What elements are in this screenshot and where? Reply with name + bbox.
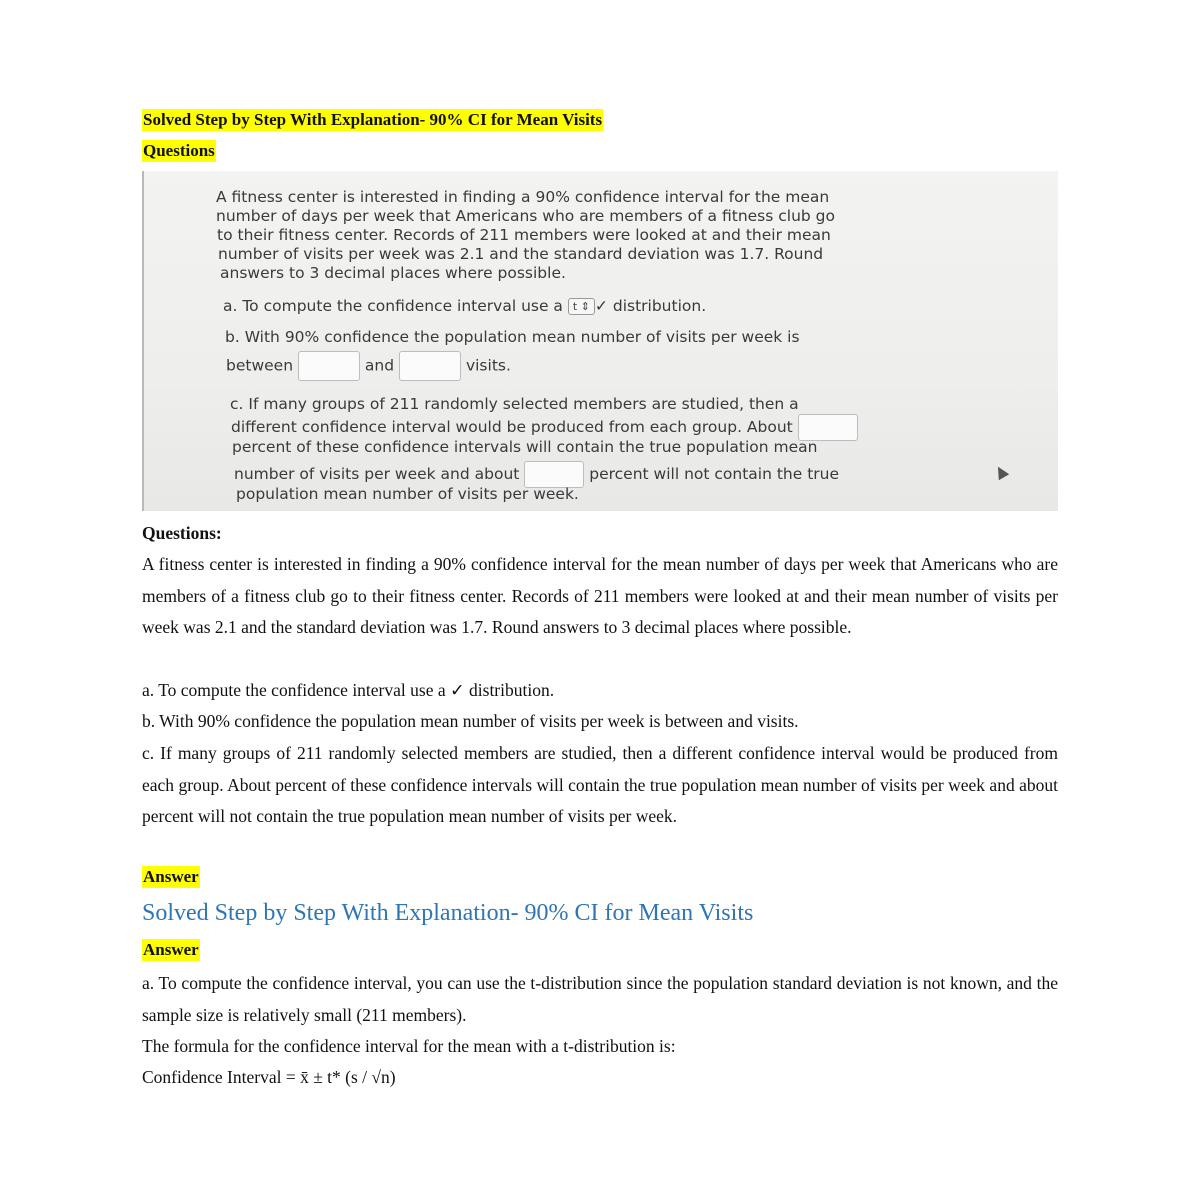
screenshot-intro-line-4: number of visits per week was 2.1 and the standard deviation was 1.7. Round <box>218 245 824 263</box>
answer-formula-intro: The formula for the confidence interval for the mean with a t-distribution is: <box>142 1036 676 1056</box>
screenshot-part-c-line-1: c. If many groups of 211 randomly selected members are studied, then a <box>230 395 799 413</box>
distribution-select-value: t <box>572 300 578 313</box>
questions-heading: Questions <box>143 141 215 160</box>
screenshot-intro-line-3: to their fitness center. Records of 211 members were looked at and their mean <box>217 226 831 244</box>
check-icon: ✓ <box>594 297 608 315</box>
upper-bound-input[interactable] <box>399 351 461 381</box>
screenshot-part-c-line-2 <box>231 414 858 441</box>
answer-heading: Answer <box>143 867 199 886</box>
questions-label: Questions: <box>142 523 222 543</box>
questions-intro: A fitness center is interested in finding a 90% confidence interval for the mean number of days per week that Americans who are members of a fitness club go to their fitness center. Records of 211 members were looked at and their mean number of visits per week was 2.1 and the standard deviation was 1.7. Round answers to 3 decimal places where possible. <box>142 554 1058 637</box>
answer-formula: Confidence Interval = x̄ ± t* (s / √n) <box>142 1067 396 1087</box>
screenshot-part-a <box>223 297 706 316</box>
part-c-line-4b: percent will not contain the true <box>589 465 840 483</box>
part-c-line-2-text: different confidence interval would be produced from each group. About <box>231 418 793 436</box>
questions-part-a: a. To compute the confidence interval use a ✓ distribution. <box>142 680 555 700</box>
screenshot-part-c-line-4 <box>234 461 839 488</box>
part-b-and: and <box>364 356 395 375</box>
screenshot-part-c-line-5: population mean number of visits per week. <box>236 485 579 503</box>
part-a-prefix: a. To compute the confidence interval use a <box>223 297 563 315</box>
part-b-visits: visits. <box>465 356 511 375</box>
mouse-cursor-icon <box>993 464 1009 480</box>
screenshot-part-b-line-1: b. With 90% confidence the population mean number of visits per week is <box>225 328 800 346</box>
question-screenshot <box>142 171 1058 511</box>
lower-bound-input[interactable] <box>298 351 360 381</box>
contain-percent-input[interactable] <box>798 414 858 441</box>
document-title: Solved Step by Step With Explanation- 90% CI for Mean Visits <box>143 110 603 129</box>
distribution-select[interactable] <box>568 298 595 315</box>
screenshot-intro-line-1: A fitness center is interested in finding a 90% confidence interval for the mean <box>216 188 830 206</box>
screenshot-intro-line-5: answers to 3 decimal places where possible. <box>220 264 566 282</box>
answer-part-a: a. To compute the confidence interval, you can use the t-distribution since the population standard deviation is not known, and the sample size is relatively small (211 members). <box>142 973 1058 1025</box>
part-a-suffix: distribution. <box>612 297 707 315</box>
select-arrows-icon: ⇕ <box>580 300 590 313</box>
answer-heading-2: Answer <box>143 940 199 959</box>
answer-section-title: Solved Step by Step With Explanation- 90% CI for Mean Visits <box>142 900 754 926</box>
part-c-line-4a: number of visits per week and about <box>234 465 520 483</box>
screenshot-part-c-line-3: percent of these confidence intervals will contain the true population mean <box>232 438 818 456</box>
not-contain-percent-input[interactable] <box>524 461 584 488</box>
questions-part-b: b. With 90% confidence the population mean number of visits per week is between and visits. <box>142 711 799 731</box>
questions-part-c: c. If many groups of 211 randomly selected members are studied, then a different confidence interval would be produced from each group. About percent of these confidence intervals will contain the true population mean number of visits per week and about percent will not contain the true population mean number of visits per week. <box>142 743 1058 826</box>
screenshot-part-b-line-2 <box>226 351 511 381</box>
part-b-between: between <box>226 356 294 375</box>
screenshot-intro-line-2: number of days per week that Americans who are members of a fitness club go <box>216 207 835 225</box>
